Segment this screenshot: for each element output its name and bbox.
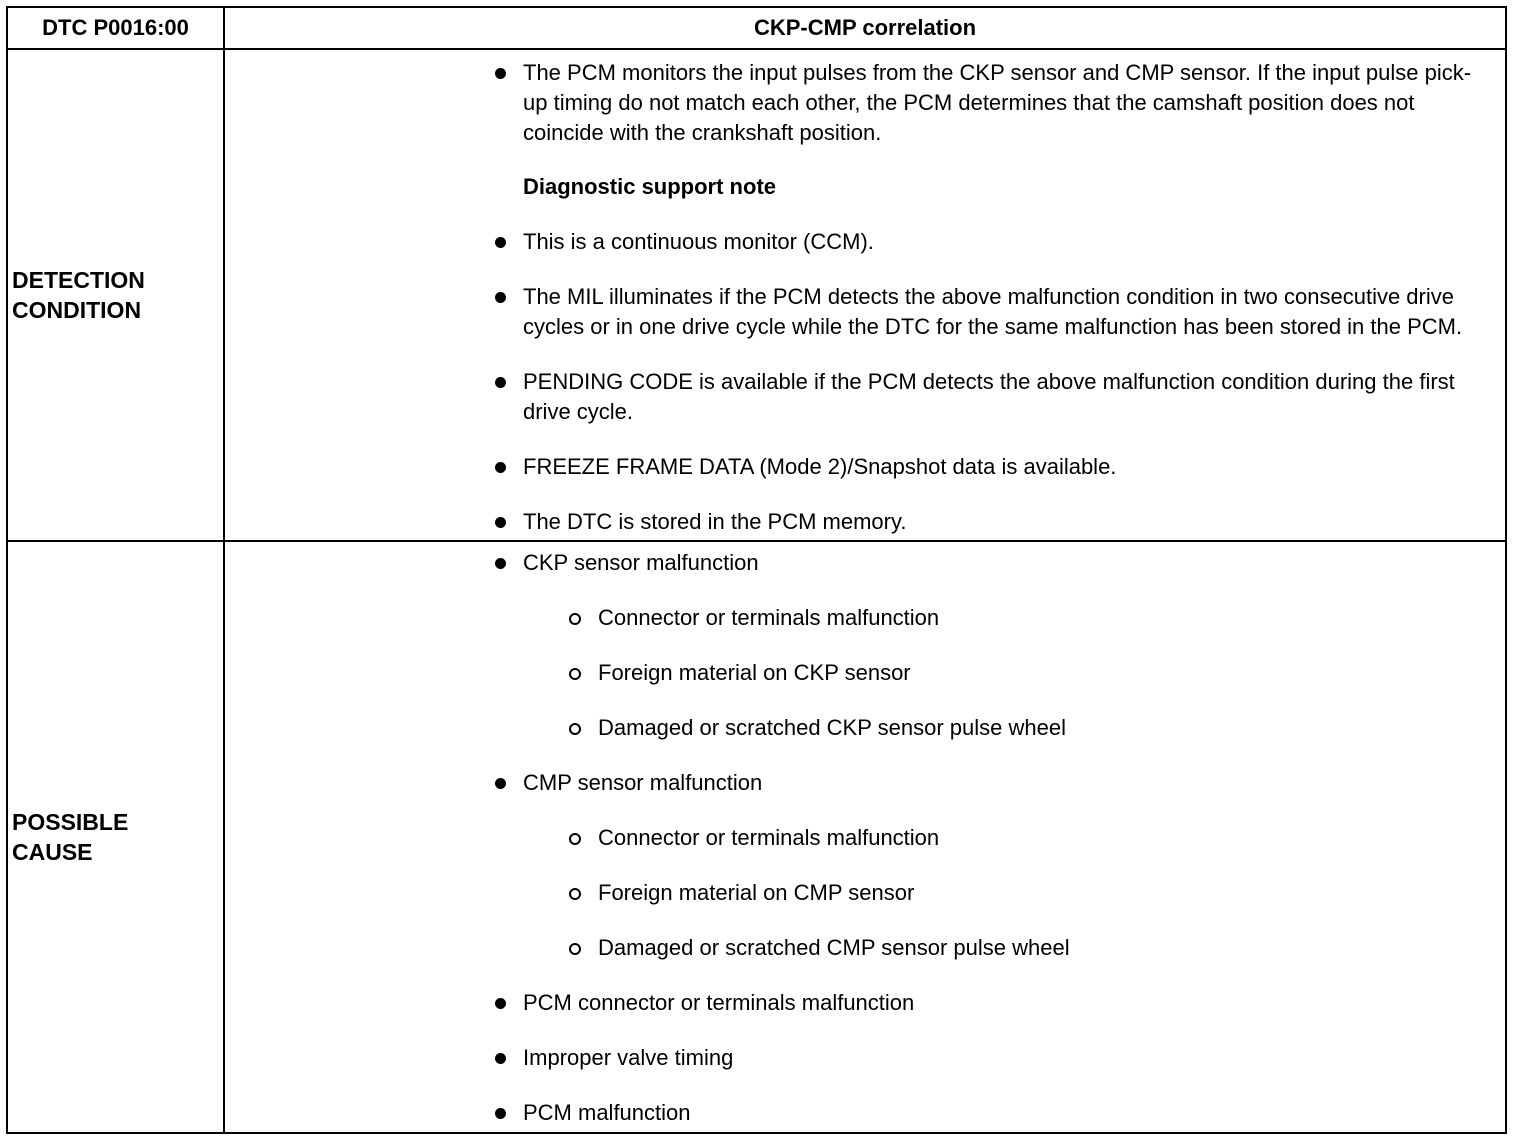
detection-note-text: The MIL illuminates if the PCM detects the above malfunction condition in two consecutive drive cycles or in one drive cycle while the DTC for the same malfunction has been stored in the PCM. bbox=[523, 284, 1463, 339]
circle-bullet-icon bbox=[569, 943, 581, 955]
cause-subitem-text: Foreign material on CMP sensor bbox=[598, 880, 915, 905]
cause-subitem bbox=[225, 933, 1505, 963]
cause-subitem-text: Damaged or scratched CKP sensor pulse wheel bbox=[598, 715, 1066, 740]
cause-subitem bbox=[225, 658, 1505, 688]
cause-label-line2: CAUSE bbox=[12, 839, 93, 865]
bullet-icon bbox=[495, 998, 506, 1009]
cause-item bbox=[225, 988, 1505, 1018]
detection-intro-text: The PCM monitors the input pulses from the CKP sensor and CMP sensor. If the input pulse pick-up timing do not match each other, the PCM determines that the camshaft position does not coincide with the crankshaft position. bbox=[523, 60, 1472, 145]
circle-bullet-icon bbox=[569, 833, 581, 845]
bullet-icon bbox=[495, 377, 506, 388]
cause-item bbox=[225, 1098, 1505, 1128]
detection-note-text: PENDING CODE is available if the PCM detects the above malfunction condition during the first drive cycle. bbox=[523, 369, 1455, 424]
cause-item-text: CMP sensor malfunction bbox=[523, 770, 763, 795]
cause-subitem bbox=[225, 878, 1505, 908]
bullet-icon bbox=[495, 68, 506, 79]
bullet-icon bbox=[495, 1108, 506, 1119]
dtc-title-cell: CKP-CMP correlation bbox=[224, 7, 1506, 49]
detection-note-item bbox=[225, 227, 1505, 257]
detection-condition-label bbox=[7, 49, 224, 541]
bullet-icon bbox=[495, 462, 506, 473]
bullet-icon bbox=[495, 778, 506, 789]
detection-condition-row bbox=[7, 49, 1506, 541]
cause-item-text: PCM connector or terminals malfunction bbox=[523, 990, 915, 1015]
circle-bullet-icon bbox=[569, 668, 581, 680]
cause-subitem bbox=[225, 713, 1505, 743]
cause-item bbox=[225, 1043, 1505, 1073]
circle-bullet-icon bbox=[569, 613, 581, 625]
detection-label-line1: DETECTION bbox=[12, 267, 145, 293]
header-row bbox=[7, 7, 1506, 49]
cause-item bbox=[225, 548, 1505, 578]
bullet-icon bbox=[495, 558, 506, 569]
bullet-icon bbox=[495, 1053, 506, 1064]
detection-note-item bbox=[225, 507, 1505, 537]
detection-note-item bbox=[225, 282, 1505, 342]
detection-condition-content bbox=[224, 49, 1506, 541]
diagnostic-support-note-title: Diagnostic support note bbox=[523, 174, 776, 199]
cause-item-text: CKP sensor malfunction bbox=[523, 550, 759, 575]
cause-subitem-text: Connector or terminals malfunction bbox=[598, 605, 940, 630]
cause-label-line1: POSSIBLE bbox=[12, 809, 129, 835]
cause-subitem-text: Damaged or scratched CMP sensor pulse wheel bbox=[598, 935, 1070, 960]
bullet-icon bbox=[495, 237, 506, 248]
detection-note-text: This is a continuous monitor (CCM). bbox=[523, 229, 874, 254]
possible-cause-label bbox=[7, 541, 224, 1133]
cause-subitem-text: Foreign material on CKP sensor bbox=[598, 660, 911, 685]
detection-note-text: The DTC is stored in the PCM memory. bbox=[523, 509, 907, 534]
detection-label-line2: CONDITION bbox=[12, 297, 142, 323]
circle-bullet-icon bbox=[569, 888, 581, 900]
detection-intro bbox=[225, 58, 1505, 148]
detection-note-item bbox=[225, 367, 1505, 427]
possible-cause-row bbox=[7, 541, 1506, 1133]
bullet-icon bbox=[495, 517, 506, 528]
dtc-table bbox=[6, 6, 1507, 1134]
detection-note-text: FREEZE FRAME DATA (Mode 2)/Snapshot data is available. bbox=[523, 454, 1117, 479]
cause-item bbox=[225, 768, 1505, 798]
possible-cause-content bbox=[224, 541, 1506, 1133]
dtc-code-cell: DTC P0016:00 bbox=[7, 7, 224, 49]
bullet-icon bbox=[495, 292, 506, 303]
cause-item-text: PCM malfunction bbox=[523, 1100, 691, 1125]
detection-note-item bbox=[225, 452, 1505, 482]
cause-subitem bbox=[225, 823, 1505, 853]
cause-subitem-text: Connector or terminals malfunction bbox=[598, 825, 940, 850]
cause-subitem bbox=[225, 603, 1505, 633]
circle-bullet-icon bbox=[569, 723, 581, 735]
cause-item-text: Improper valve timing bbox=[523, 1045, 734, 1070]
